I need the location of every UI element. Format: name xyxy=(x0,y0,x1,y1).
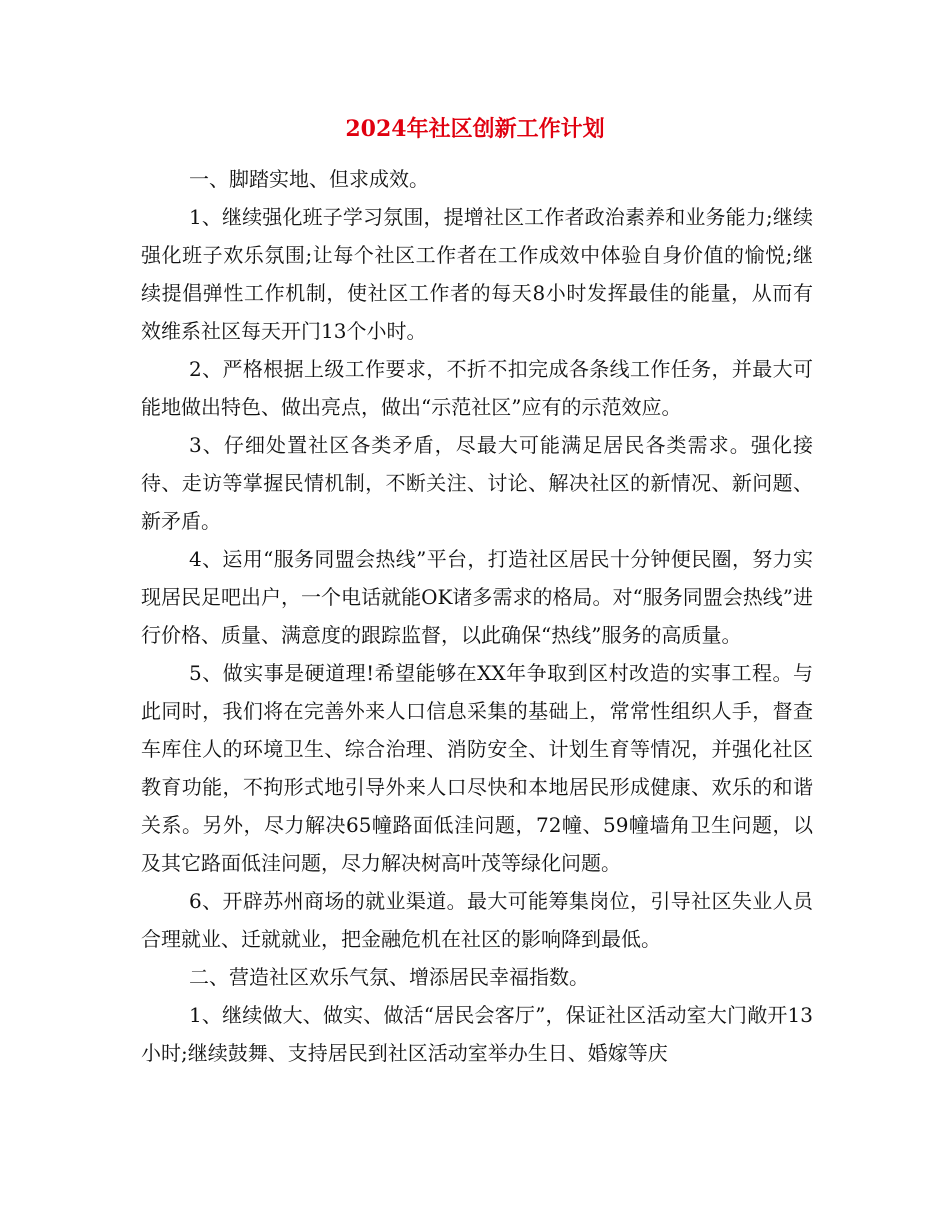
paragraph-item-4: 4、运用“服务同盟会热线”平台，打造社区居民十分钟便民圈，努力实现居民足吧出户，一个电话就能OK诸多需求的格局。对“服务同盟会热线”进行价格、质量、满意度的跟踪监督，以此确保“热线”服务的高质量。 xyxy=(141,547,813,647)
paragraph-item-3: 3、仔细处置社区各类矛盾，尽最大可能满足居民各类需求。强化接待、走访等掌握民情机制，不断关注、讨论、解决社区的新情况、新问题、新矛盾。 xyxy=(141,433,813,533)
paragraph-item-2: 2、严格根据上级工作要求，不折不扣完成各条线工作任务，并最大可能地做出特色、做出亮点，做出“示范社区”应有的示范效应。 xyxy=(141,357,813,419)
document-title: 2024年社区创新工作计划 xyxy=(345,116,605,142)
section-heading-1: 一、脚踏实地、但求成效。 xyxy=(189,167,429,191)
paragraph-item-6: 6、开辟苏州商场的就业渠道。最大可能筹集岗位，引导社区失业人员合理就业、迁就就业，把金融危机在社区的影响降到最低。 xyxy=(141,889,813,951)
paragraph-item-2-1: 1、继续做大、做实、做活“居民会客厅”，保证社区活动室大门敞开13小时;继续鼓舞、支持居民到社区活动室举办生日、婚嫁等庆 xyxy=(141,1003,813,1065)
document-body xyxy=(141,160,813,1072)
paragraph-item-5: 5、做实事是硬道理!希望能够在XX年争取到区村改造的实事工程。与此同时，我们将在完善外来人口信息采集的基础上，常常性组织人手，督查车库住人的环境卫生、综合治理、消防安全、计划生育等情况，并强化社区教育功能，不拘形式地引导外来人口尽快和本地居民形成健康、欢乐的和谐关系。另外，尽力解决65幢路面低洼问题，72幢、59幢墙角卫生问题，以及其它路面低洼问题，尽力解决树高叶茂等绿化问题。 xyxy=(141,661,813,875)
paragraph-item-1: 1、继续强化班子学习氛围，提增社区工作者政治素养和业务能力;继续强化班子欢乐氛围;让每个社区工作者在工作成效中体验自身价值的愉悦;继续提倡弹性工作机制，使社区工作者的每天8小时发挥最佳的能量，从而有效维系社区每天开门13个小时。 xyxy=(141,205,813,343)
section-heading-2: 二、营造社区欢乐气氛、增添居民幸福指数。 xyxy=(189,965,589,989)
